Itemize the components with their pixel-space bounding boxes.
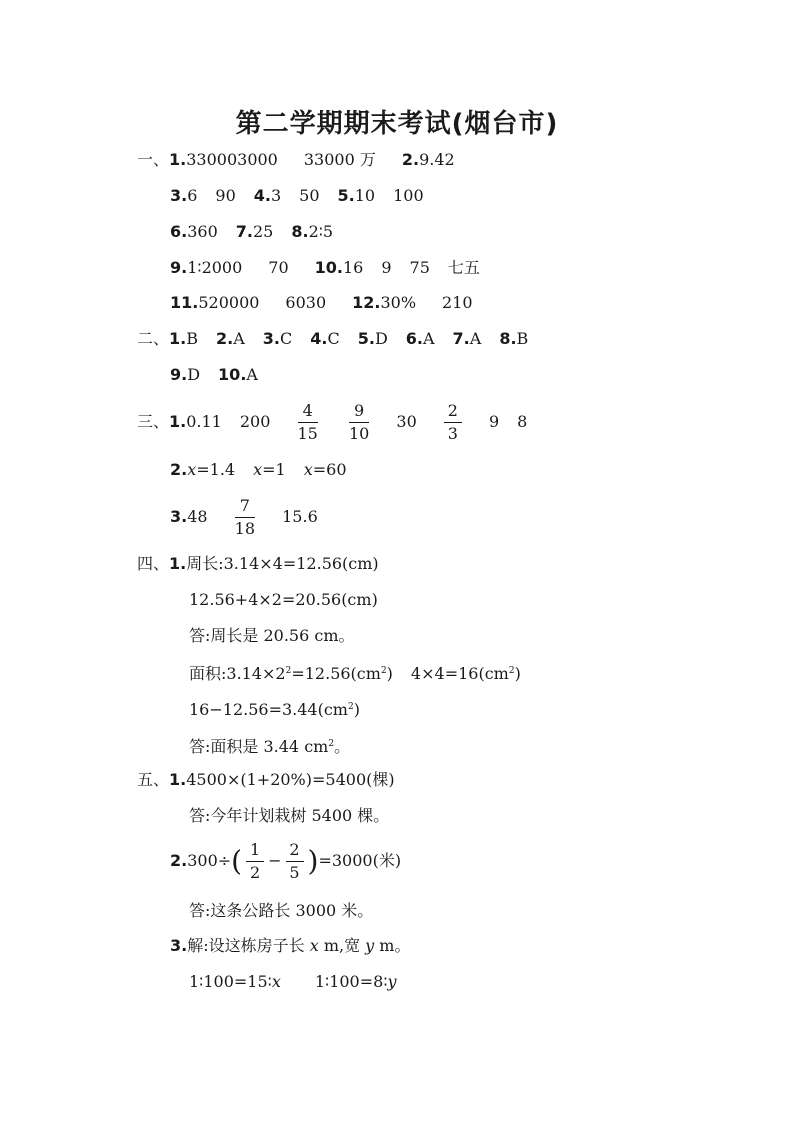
- s2-row-2: 9.D 10.A: [170, 365, 258, 384]
- fraction-2-3: $\frac{2}{3}$: [444, 401, 462, 444]
- fraction-4-15: $\frac{4}{15}$: [297, 401, 318, 443]
- s5-row-6: 1∶100=15∶x 1∶100=8∶y: [189, 972, 397, 991]
- s3-row-2: 2.x=1.4 x=1 x=60: [170, 460, 347, 479]
- fraction-2-5: $\frac{2}{5}$: [286, 840, 304, 883]
- s1-row-3: 6.360 7.25 8.2∶5: [170, 222, 334, 241]
- s4-row-2: 12.56+4×2=20.56(cm): [189, 590, 378, 609]
- s4-row-3: 答:周长是 20.56 cm。: [189, 626, 355, 645]
- section-label-2: 二、: [137, 329, 170, 348]
- s5-row-4: 答:这条公路长 3000 米。: [189, 901, 374, 920]
- page-title: 第二学期期末考试(烟台市): [235, 109, 559, 139]
- section-label-1: 一、: [137, 150, 170, 169]
- s4-row-4: 面积$:3.14\times 2^2=12.56(cm^2)$ $4\times 4=16(cm^2)$: [189, 664, 521, 683]
- s4-row-5: $16-12.56=3.44(cm^2)$: [189, 700, 360, 719]
- fraction-9-10: $\frac{9}{10}$: [348, 401, 370, 443]
- fraction-7-18: $\frac{7}{18}$: [234, 496, 256, 538]
- s1-row-2: 3.6 90 4.3 50 5.10 100: [170, 186, 424, 205]
- s5-row-1: 五、1.4500×(1+20%)=5400(棵): [137, 770, 395, 789]
- s1-row-4: 9.1∶2000 70 10.16 9 75 七五: [170, 258, 480, 277]
- s5-row-2: 答:今年计划栽树 5400 棵。: [189, 806, 390, 825]
- s5-row-3: 2.300÷( $\frac{1}{2}$ − $\frac{2}{5}$ )=3000(米): [170, 840, 402, 882]
- s4-row-6: 答:面积是 3.44 $cm^2$。: [189, 737, 351, 756]
- section-label-4: 四、: [137, 554, 170, 573]
- s3-row-3: 3.48 $\frac{7}{18}$ 15.6: [170, 496, 318, 538]
- s5-row-5: 3.解:设这栋房子长 x m,宽 y m。: [170, 936, 411, 955]
- s1-row-5: 11.520000 6030 12.30% 210: [170, 293, 473, 312]
- s3-row-1: 三、1.0.11 200 $\frac{4}{15}$ $\frac{9}{10}$ 30 $\frac{2}{3}$ 9 8: [137, 401, 528, 443]
- section-label-5: 五、: [137, 770, 170, 789]
- s2-row-1: 二、1.B 2.A 3.C 4.C 5.D 6.A 7.A 8.B: [137, 329, 529, 348]
- section-label-3: 三、: [137, 412, 170, 431]
- fraction-1-2: $\frac{1}{2}$: [246, 840, 264, 883]
- s1-row-1: 一、1.330003000 33000 万 2.9.42: [137, 150, 455, 169]
- s4-row-1: 四、1.周长:3.14×4=12.56(cm): [137, 554, 379, 573]
